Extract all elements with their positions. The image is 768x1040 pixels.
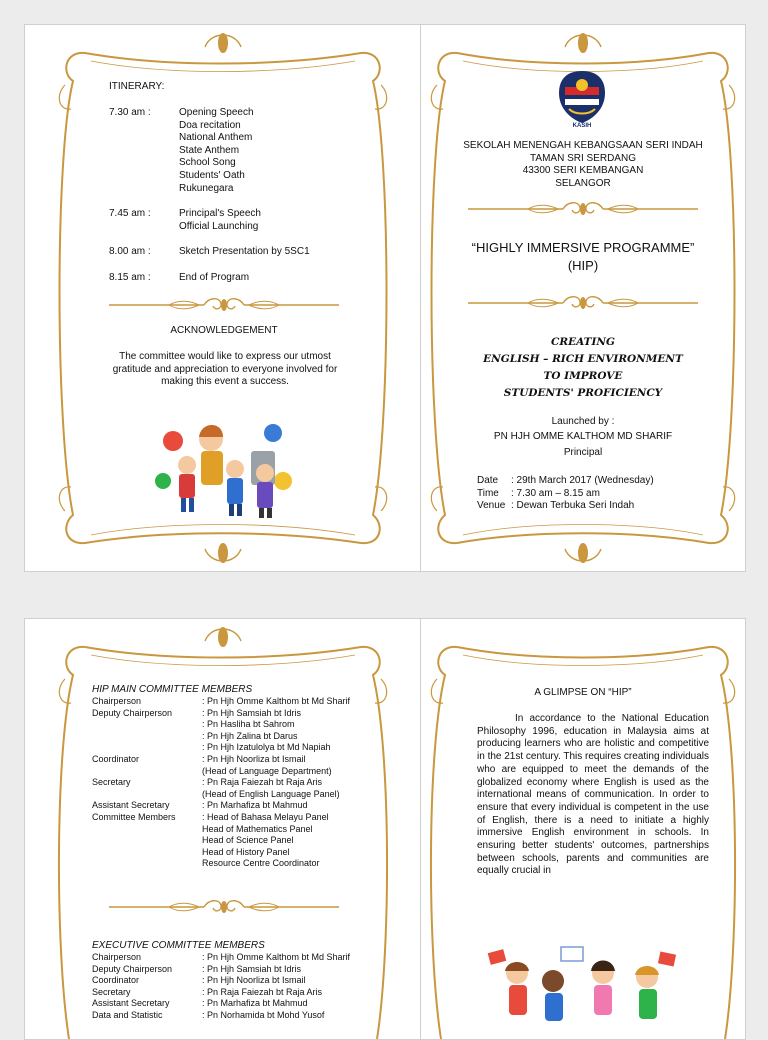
- committee-role: Coordinator: [92, 975, 140, 986]
- itinerary-item: School Song: [179, 157, 236, 169]
- itinerary-item: Opening Speech: [179, 107, 254, 118]
- committee-name: : Head of Bahasa Melayu Panel: [202, 811, 329, 822]
- itinerary-list: [109, 107, 349, 285]
- itinerary-item: End of Program: [179, 271, 250, 283]
- scroll-divider-ornament: [109, 293, 339, 317]
- tagline-line: STUDENTS' PROFICIENCY: [503, 387, 663, 399]
- committee-role: [92, 731, 202, 743]
- event-time-row: [477, 488, 707, 501]
- committee-name: : Pn Hjh Omme Kalthom bt Md Sharif: [202, 696, 351, 706]
- committee-row: [92, 789, 382, 801]
- principal-name: PN HJH OMME KALTHOM MD SHARIF: [493, 431, 673, 442]
- committee-row: [92, 858, 382, 870]
- school-address: [441, 140, 725, 190]
- committee-name: : Pn Hjh Zalina bt Darus: [202, 730, 298, 741]
- committee-row: [92, 754, 382, 766]
- brochure-panel-cover: [420, 24, 746, 572]
- tagline-line: CREATING: [551, 336, 615, 348]
- itinerary-item: Students' Oath: [179, 169, 245, 181]
- brochure-panel-committee: [24, 618, 422, 1040]
- itinerary-entry-745: [109, 208, 349, 233]
- committee-role: Chairperson: [92, 696, 142, 706]
- school-address-line: TAMAN SRI SERDANG: [530, 152, 636, 164]
- committee-name: : Pn Raja Faiezah bt Raja Aris: [202, 986, 323, 997]
- committee-role: [92, 824, 202, 836]
- committee-role: [92, 766, 202, 778]
- itinerary-item: Rukunegara: [179, 182, 234, 194]
- tagline-line: TO IMPROVE: [543, 370, 623, 382]
- event-details: [477, 475, 707, 513]
- itinerary-time: 7.30 am :: [109, 107, 151, 118]
- scroll-divider-ornament: [468, 291, 698, 315]
- itinerary-item: Official Launching: [179, 220, 259, 232]
- detail-label: Venue: [477, 500, 506, 512]
- program-tagline: [441, 334, 725, 402]
- itinerary-time: 7.45 am :: [109, 208, 151, 220]
- committee-name: : Pn Hjh Omme Kalthom bt Md Sharif: [202, 952, 351, 962]
- committee-name: : Pn Hjh Noorliza bt Ismail: [202, 753, 306, 764]
- crest-icon: [557, 69, 607, 127]
- tagline-line: ENGLISH – RICH ENVIRONMENT: [483, 353, 683, 365]
- itinerary-items: [179, 107, 254, 195]
- committee-name: : Pn Hjh Noorliza bt Ismail: [202, 975, 306, 986]
- itinerary-heading: ITINERARY:: [109, 81, 165, 92]
- committee-role: Assistant Secretary: [92, 998, 170, 1009]
- detail-label: Date: [477, 475, 499, 486]
- children-reading-illustration: [483, 945, 683, 1023]
- detail-value: : 29th March 2017 (Wednesday): [511, 475, 654, 486]
- committee-role: [92, 835, 202, 847]
- acknowledgement-heading: ACKNOWLEDGEMENT: [170, 325, 278, 336]
- itinerary-items: [179, 208, 261, 233]
- committee-name: : Pn Raja Faiezah bt Raja Aris: [202, 777, 323, 788]
- itinerary-item: State Anthem: [179, 144, 240, 156]
- committee-role: Committee Members: [92, 811, 176, 822]
- committee-row: [92, 708, 382, 720]
- committee-row: [92, 742, 382, 754]
- itinerary-item: National Anthem: [179, 132, 253, 144]
- committee-name: Head of History Panel: [202, 846, 290, 857]
- committee-role: Secretary: [92, 986, 131, 997]
- school-address-line: SELANGOR: [555, 177, 611, 189]
- committee-role: Chairperson: [92, 952, 142, 962]
- committee-row: [92, 719, 382, 731]
- committee-row: [92, 998, 382, 1010]
- launched-by-label: Launched by :: [551, 416, 615, 427]
- committee-row: [92, 847, 382, 859]
- principal-title: Principal: [563, 447, 603, 458]
- school-crest-logo: [557, 69, 607, 127]
- scroll-divider-ornament: [468, 197, 698, 221]
- itinerary-item: Doa recitation: [179, 119, 241, 131]
- itinerary-item: Sketch Presentation by 5SC1: [179, 246, 310, 258]
- committee-row: [92, 696, 382, 708]
- committee-name: Head of Science Panel: [202, 835, 294, 846]
- event-venue-row: [477, 500, 707, 513]
- glimpse-text: In accordance to the National Education Philosophy 1996, education in Malaysia aims at producing learners who are holistic and competitive in the 21st century. This requires creating individuals who are equipped to meet the demands of the globalized economy where English is used as the international means of communication. In order to ensure that every individual is competent in the use of English, there is a need to initiate a highly immersive English environment in schools. In ensuring better students' outcomes, partnerships between schools, parents and communities are equally crucial in: [477, 713, 709, 877]
- committee-name: : Pn Hjh Izatulolya bt Md Napiah: [202, 742, 331, 753]
- committee-name: : Pn Hjh Samsiah bt Idris: [202, 707, 302, 718]
- event-date-row: [477, 475, 707, 488]
- committee-row: [92, 812, 382, 824]
- committee-name: : Pn Hjh Samsiah bt Idris: [202, 963, 302, 974]
- committee-row: [92, 987, 382, 999]
- committee-name: : Pn Marhafiza bt Mahmud: [202, 998, 308, 1009]
- committee-role: Secretary: [92, 777, 131, 788]
- committee-name: (Head of English Language Panel): [202, 788, 340, 799]
- committee-role: [92, 847, 202, 859]
- committee-row: [92, 766, 382, 778]
- committee-role: Deputy Chairperson: [92, 963, 173, 974]
- committee-role: Assistant Secretary: [92, 800, 170, 811]
- committee-role: Coordinator: [92, 753, 140, 764]
- main-committee-list: [92, 696, 382, 870]
- scroll-divider-ornament: [109, 895, 339, 919]
- detail-label: Time: [477, 487, 499, 499]
- brochure-panel-itinerary: [24, 24, 422, 572]
- committee-name: (Head of Language Department): [202, 765, 332, 776]
- kids-with-numbers-illustration: [153, 411, 293, 523]
- committee-row: [92, 964, 382, 976]
- itinerary-time: 8.15 am :: [109, 271, 151, 283]
- main-committee-heading: HIP MAIN COMMITTEE MEMBERS: [92, 684, 253, 695]
- committee-name: : Pn Marhafiza bt Mahmud: [202, 800, 308, 811]
- committee-name: : Pn Hasliha bt Sahrom: [202, 719, 295, 730]
- glimpse-heading: A GLIMPSE ON “HIP”: [534, 687, 632, 698]
- committee-name: Head of Mathematics Panel: [202, 823, 313, 834]
- glimpse-paragraph: [477, 713, 709, 901]
- school-name: SEKOLAH MENENGAH KEBANGSAAN SERI INDAH: [463, 140, 703, 151]
- logo-label: KASIH: [572, 123, 592, 129]
- committee-row: [92, 835, 382, 847]
- school-address-line: 43300 SERI KEMBANGAN: [522, 165, 644, 177]
- itinerary-item: Principal's Speech: [179, 208, 261, 220]
- committee-row: [92, 777, 382, 789]
- itinerary-entry-815: [109, 272, 349, 285]
- executive-committee-list: [92, 952, 382, 1022]
- committee-row: [92, 800, 382, 812]
- committee-row: [92, 975, 382, 987]
- committee-role: [92, 719, 202, 731]
- committee-name: : Pn Norhamida bt Mohd Yusof: [202, 1009, 325, 1020]
- itinerary-entry-730: [109, 107, 349, 195]
- committee-name: Resource Centre Coordinator: [202, 858, 320, 869]
- itinerary-entry-800: [109, 246, 349, 259]
- committee-role: [92, 789, 202, 801]
- committee-role: Data and Statistic: [92, 1009, 163, 1020]
- program-title: “HIGHLY IMMERSIVE PROGRAMME”: [471, 240, 695, 255]
- itinerary-time: 8.00 am :: [109, 246, 151, 258]
- committee-row: [92, 824, 382, 836]
- program-abbreviation: (HIP): [567, 258, 599, 273]
- committee-role: [92, 858, 202, 870]
- detail-value: : Dewan Terbuka Seri Indah: [511, 500, 635, 512]
- detail-value: : 7.30 am – 8.15 am: [511, 487, 600, 499]
- committee-role: Deputy Chairperson: [92, 707, 173, 718]
- committee-row: [92, 731, 382, 743]
- committee-row: [92, 1010, 382, 1022]
- brochure-panel-glimpse: [420, 618, 746, 1040]
- executive-committee-heading: EXECUTIVE COMMITTEE MEMBERS: [92, 940, 265, 951]
- committee-role: [92, 742, 202, 754]
- acknowledgement-text: The committee would like to express our utmost gratitude and appreciation to everyone involved for making this event a success.: [112, 351, 338, 388]
- committee-row: [92, 952, 382, 964]
